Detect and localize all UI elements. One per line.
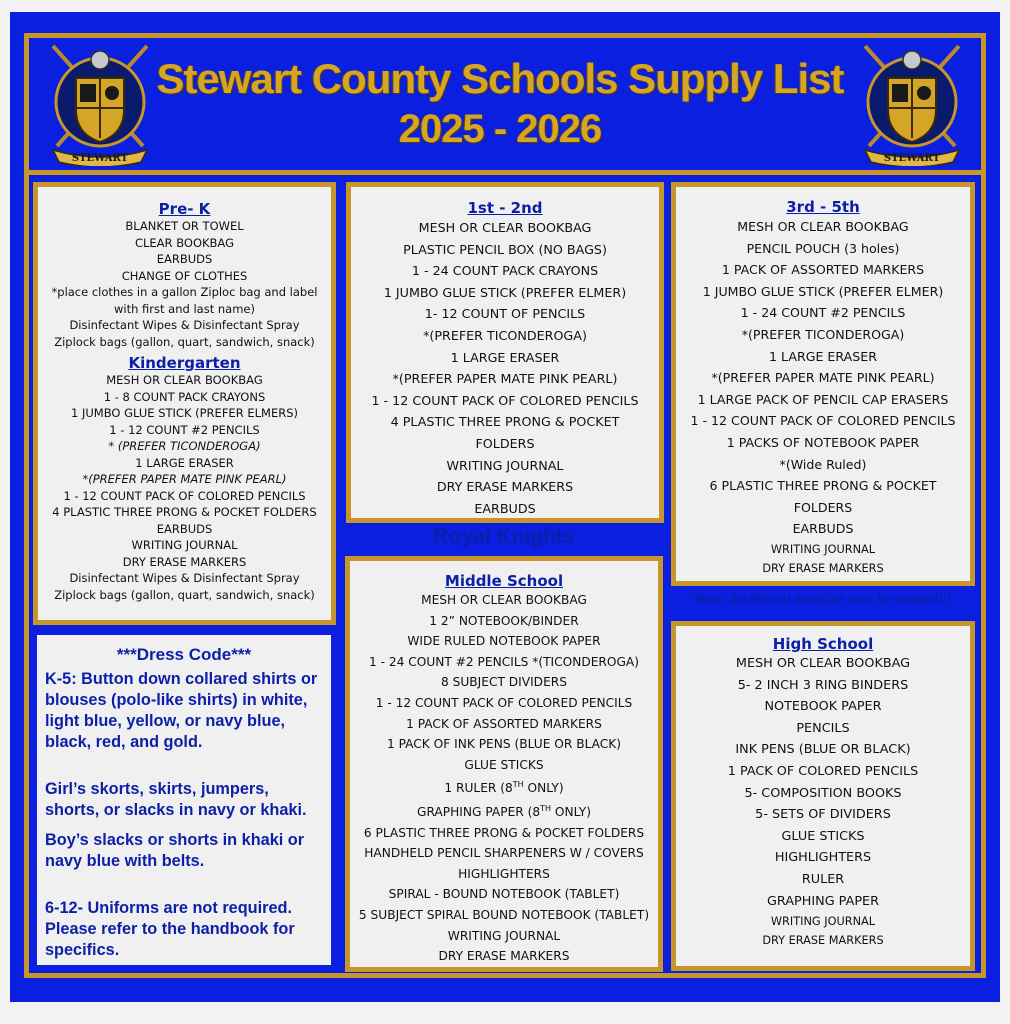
royal-knights-label: Royal Knights — [433, 525, 575, 548]
list-item: GRAPHING PAPER — [766, 893, 880, 909]
list-item: 1 - 8 COUNT PACK CRAYONS — [103, 389, 266, 404]
svg-text:STEWART: STEWART — [71, 153, 129, 164]
list-item: INK PENS (BLUE OR BLACK) — [735, 742, 911, 758]
list-item — [350, 775, 658, 799]
list-item: EARBUDS — [156, 252, 213, 266]
list-item: 6 PLASTIC THREE PRONG & POCKET — [709, 478, 937, 494]
dress-code-boys: Boy’s slacks or shorts in khaki or navy blue with belts. — [45, 831, 305, 870]
ruler-end: ONLY) — [523, 781, 564, 796]
list-item: EARBUDS — [474, 500, 536, 516]
list-item: 1 LARGE ERASER — [450, 349, 560, 365]
third-fifth-panel — [671, 182, 975, 586]
list-item: 1 LARGE ERASER — [135, 455, 234, 470]
middle-school-panel — [345, 556, 663, 972]
list-item: 1 JUMBO GLUE STICK (PREFER ELMER) — [702, 283, 944, 299]
prek-kindergarten-panel — [33, 182, 336, 625]
first-second-list — [351, 217, 659, 519]
list-item: 1 JUMBO GLUE STICK (PREFER ELMERS) — [71, 406, 298, 420]
list-item: 1 - 12 COUNT PACK OF COLORED PENCILS — [375, 695, 633, 710]
list-item: *(PREFER PAPER MATE PINK PEARL) — [711, 370, 935, 386]
first-second-panel — [346, 182, 664, 523]
list-item: MESH OR CLEAR BOOKBAG — [421, 593, 587, 607]
middle-school-heading: Middle School — [444, 572, 564, 590]
svg-text:STEWART: STEWART — [883, 153, 941, 164]
list-item: FOLDERS — [475, 435, 535, 451]
list-item: Ziplock bags (gallon, quart, sandwich, snack) — [54, 587, 315, 602]
header-divider — [29, 170, 981, 175]
kindergarten-list — [38, 372, 331, 603]
dress-code-k5: K-5: Button down collared shirts or blouses (polo-like shirts) in white, light blue, yellow, or navy blue, black, red, and gold. — [45, 670, 318, 751]
dress-code-panel — [32, 630, 336, 970]
list-item: NOTEBOOK PAPER — [764, 699, 882, 715]
list-item: *(PREFER TICONDEROGA) — [741, 326, 905, 342]
list-item: 1 - 24 COUNT #2 PENCILS — [740, 305, 906, 321]
list-item: MESH OR CLEAR BOOKBAG — [106, 373, 263, 387]
list-item: 1 - 12 COUNT #2 PENCILS — [109, 422, 260, 437]
list-item: 1 PACK OF COLORED PENCILS — [727, 763, 919, 779]
list-item: GLUE STICKS — [781, 828, 865, 844]
list-item: 1 - 12 COUNT PACK OF COLORED PENCILS — [63, 488, 306, 503]
list-item: DRY ERASE MARKERS — [762, 561, 884, 575]
high-school-heading: High School — [772, 635, 874, 653]
list-item: PENCILS — [796, 720, 850, 736]
list-item: 8 SUBJECT DIVIDERS — [441, 675, 567, 690]
list-item: 5- 2 INCH 3 RING BINDERS — [737, 677, 909, 693]
additional-supplies-note: Note: Additional supplies may be needed!!! — [694, 592, 952, 606]
list-item: FOLDERS — [793, 499, 853, 515]
list-item: 1 - 12 COUNT PACK OF COLORED PENCILS — [690, 413, 956, 429]
list-item: SPIRAL - BOUND NOTEBOOK (TABLET) — [388, 887, 620, 902]
list-item: WRITING JOURNAL — [447, 928, 561, 943]
list-item: *(PREFER PAPER MATE PINK PEARL) — [392, 371, 618, 387]
dress-code-6-12: 6-12- Uniforms are not required. Please refer to the handbook for specifics. — [45, 899, 295, 959]
list-item: 4 PLASTIC THREE PRONG & POCKET FOLDERS — [52, 505, 317, 519]
third-fifth-list — [676, 216, 970, 578]
list-item: 5- SETS OF DIVIDERS — [755, 807, 891, 823]
poster-title: Stewart County Schools Supply List — [156, 55, 844, 102]
list-item: CHANGE OF CLOTHES — [121, 268, 248, 283]
list-item: *(Wide Ruled) — [779, 456, 867, 472]
high-school-panel — [671, 621, 975, 971]
list-item — [350, 799, 658, 823]
list-item: PLASTIC PENCIL BOX (NO BAGS) — [403, 241, 607, 257]
list-item: *place clothes in a gallon Ziploc bag and label with first and last name) — [51, 285, 318, 316]
list-item: MESH OR CLEAR BOOKBAG — [418, 220, 592, 235]
list-item: WRITING JOURNAL — [446, 457, 564, 473]
list-item: GLUE STICKS — [464, 757, 544, 772]
list-item: 1 PACKS OF NOTEBOOK PAPER — [726, 434, 920, 450]
dress-code-girls: Girl’s skorts, skirts, jumpers, shorts, or slacks in navy or khaki. — [45, 780, 307, 819]
third-fifth-heading: 3rd - 5th — [786, 198, 860, 216]
ruler-sup: TH — [512, 780, 524, 790]
list-item: 4 PLASTIC THREE PRONG & POCKET — [390, 414, 620, 430]
school-crest-right — [855, 38, 969, 166]
ruler-text: 1 RULER (8 — [444, 781, 513, 796]
list-item: 1- 12 COUNT OF PENCILS — [424, 306, 586, 322]
list-item: EARBUDS — [156, 521, 213, 536]
middle-school-list — [350, 590, 658, 967]
list-item: 1 PACK OF ASSORTED MARKERS — [406, 716, 602, 731]
list-item: MESH OR CLEAR BOOKBAG — [735, 656, 911, 671]
list-item: 5- COMPOSITION BOOKS — [744, 785, 902, 801]
list-item: DRY ERASE MARKERS — [762, 934, 884, 948]
graphing-text: GRAPHING PAPER (8 — [417, 805, 541, 820]
list-item: DRY ERASE MARKERS — [122, 554, 247, 569]
list-item: 6 PLASTIC THREE PRONG & POCKET FOLDERS — [363, 825, 645, 840]
list-item: DRY ERASE MARKERS — [436, 479, 574, 495]
list-item: EARBUDS — [792, 521, 854, 537]
list-item: HIGHLIGHTERS — [774, 850, 872, 866]
list-item: WRITING JOURNAL — [770, 915, 876, 929]
prek-heading: Pre- K — [158, 200, 211, 218]
list-item: 1 - 12 COUNT PACK OF COLORED PENCILS — [371, 392, 639, 408]
list-item: WIDE RULED NOTEBOOK PAPER — [407, 634, 601, 649]
list-item: MESH OR CLEAR BOOKBAG — [737, 219, 909, 234]
kindergarten-heading: Kindergarten — [128, 354, 241, 372]
list-item: DRY ERASE MARKERS — [438, 949, 570, 964]
list-item: RULER — [801, 871, 845, 887]
list-item: 5 SUBJECT SPIRAL BOUND NOTEBOOK (TABLET) — [358, 908, 650, 923]
graphing-end: ONLY) — [551, 805, 591, 820]
list-item: BLANKET OR TOWEL — [125, 219, 244, 233]
list-item: 1 - 24 COUNT PACK CRAYONS — [411, 263, 599, 279]
poster-year: 2025 - 2026 — [398, 107, 602, 151]
list-item: 1 PACK OF INK PENS (BLUE OR BLACK) — [386, 737, 622, 752]
list-item: 1 - 24 COUNT #2 PENCILS *(TICONDEROGA) — [368, 654, 640, 669]
list-item: WRITING JOURNAL — [131, 538, 238, 552]
list-item: * (PREFER TICONDEROGA) — [108, 439, 261, 453]
dress-code-title: ***Dress Code*** — [116, 645, 252, 664]
list-item: Disinfectant Wipes & Disinfectant Spray — [69, 571, 300, 585]
list-item: HIGHLIGHTERS — [458, 866, 550, 881]
list-item: 1 JUMBO GLUE STICK (PREFER ELMER) — [383, 284, 627, 300]
list-item: HANDHELD PENCIL SHARPENERS W / COVERS — [364, 846, 644, 861]
high-school-list — [676, 653, 970, 950]
school-crest-left — [43, 38, 157, 166]
list-item: PENCIL POUCH (3 holes) — [746, 240, 900, 256]
list-item: 1 PACK OF ASSORTED MARKERS — [721, 262, 925, 278]
list-item: 1 LARGE ERASER — [769, 348, 877, 364]
first-second-heading: 1st - 2nd — [467, 199, 543, 217]
list-item: Ziplock bags (gallon, quart, sandwich, snack) — [54, 334, 315, 349]
prek-list — [38, 218, 331, 350]
list-item: *(PREFER PAPER MATE PINK PEARL) — [82, 472, 287, 486]
graphing-sup: TH — [540, 804, 552, 813]
list-item: 1 2” NOTEBOOK/BINDER — [429, 613, 579, 628]
list-item: Disinfectant Wipes & Disinfectant Spray — [69, 318, 300, 332]
list-item: 1 LARGE PACK OF PENCIL CAP ERASERS — [697, 391, 949, 407]
list-item: *(PREFER TICONDEROGA) — [423, 327, 587, 343]
list-item: CLEAR BOOKBAG — [134, 235, 234, 250]
list-item: WRITING JOURNAL — [770, 542, 876, 556]
